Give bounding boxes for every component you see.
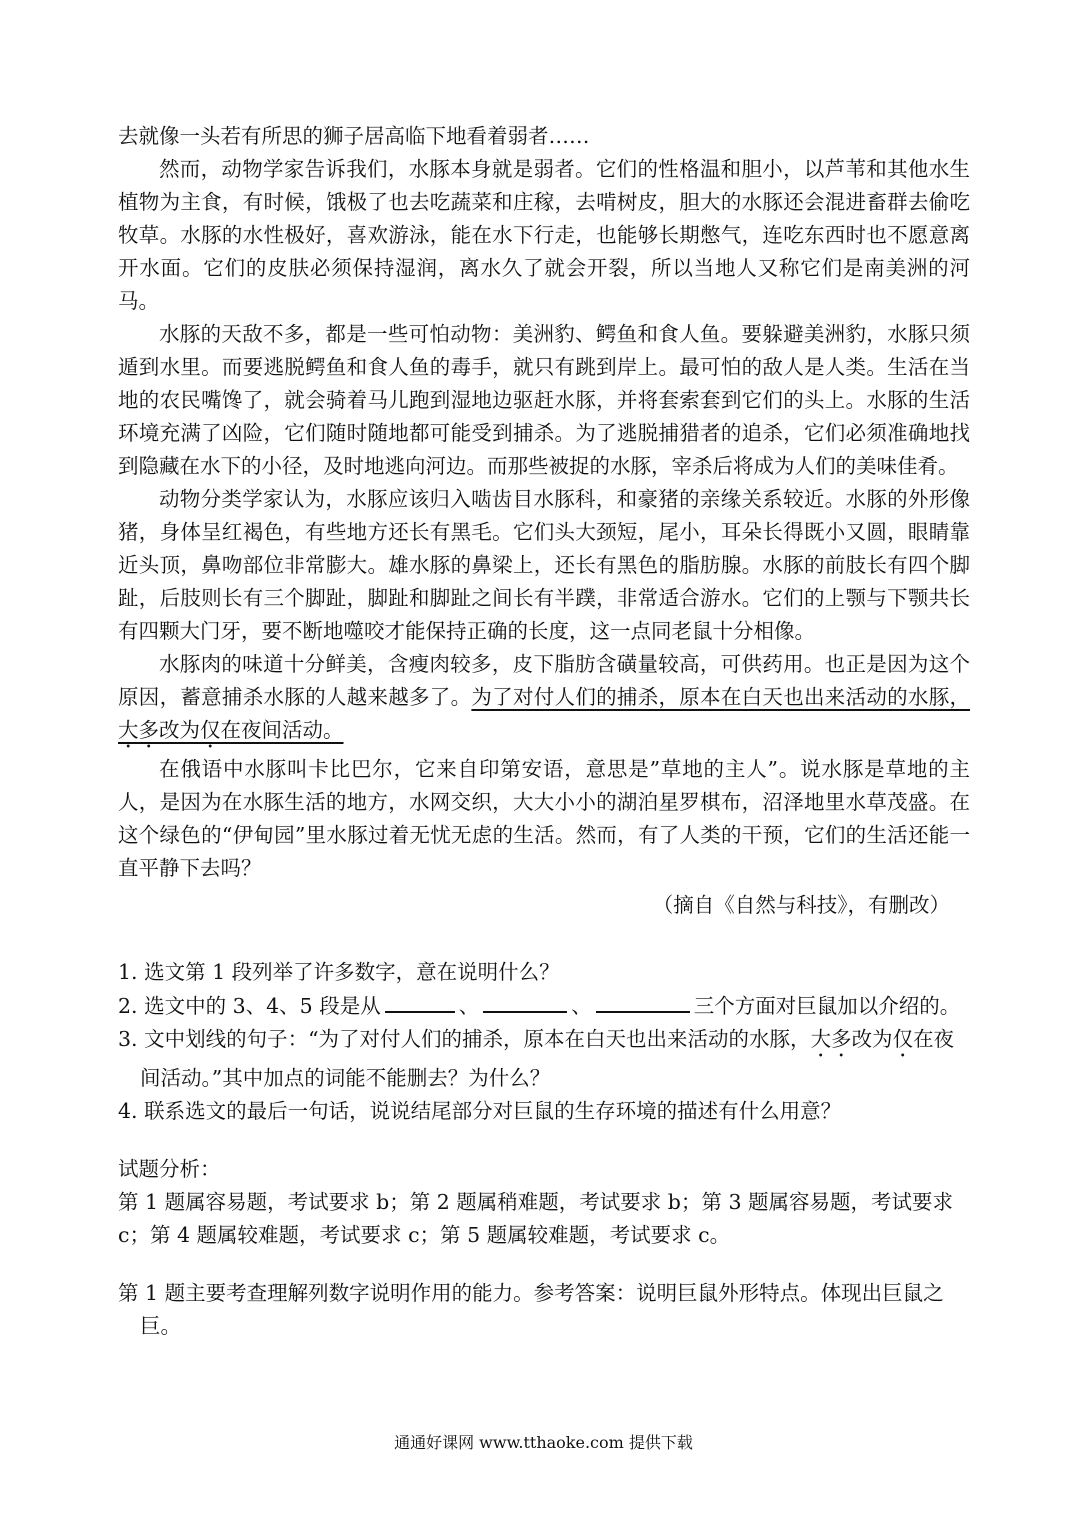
paragraph-2: 水豚的天敌不多，都是一些可怕动物：美洲豹、鳄鱼和食人鱼。要躲避美洲豹，水豚只须遁到水里。而要逃脱鳄鱼和食人鱼的毒手，就只有跳到岸上。最可怕的敌人是人类。生活在当地的农民嘴馋了，就会骑着马儿跑到湿地边驱赶水豚，并将套索套到它们的头上。水豚的生活环境充满了凶险，它们随时随地都可能受到捕杀。为了逃脱捕猎者的追杀，它们必须准确地找到隐藏在水下的小径，及时地逃向河边。而那些被捉的水豚，宰杀后将成为人们的美味佳肴。 bbox=[118, 322, 970, 478]
paragraph-5: 在俄语中水豚叫卡比巴尔，它来自印第安语，意思是”草地的主人”。说水豚是草地的主人，是因为在水豚生活的地方，水网交织，大大小小的湖泊星罗棋布，沼泽地里水草茂盛。在这个绿色的“伊甸园”里水豚过着无忧无虑的生活。然而，有了人类的干预，它们的生活还能一直平静下去吗？ bbox=[118, 757, 970, 880]
question-2 bbox=[118, 989, 970, 1023]
dotted-word-jin: 仅 bbox=[200, 718, 221, 742]
paragraph-1: 然而，动物学家告诉我们，水豚本身就是弱者。它们的性格温和胆小，以芦苇和其他水生植物为主食，有时候，饿极了也去吃蔬菜和庄稼，去啃树皮，胆大的水豚还会混进畜群去偷吃牧草。水豚的水性极好，喜欢游泳，能在水下行走，也能够长期憋气，连吃东西时也不愿意离开水面。它们的皮肤必须保持湿润，离水久了就会开裂，所以当地人又称它们是南美洲的河马。 bbox=[118, 157, 970, 313]
analysis-levels: 第 1 题属容易题，考试要求 b；第 2 题属稍难题，考试要求 b；第 3 题属容易题，考试要求 c；第 4 题属较难题，考试要求 c；第 5 题属较难题，考试要求 c。 bbox=[118, 1190, 954, 1247]
answer-blank-3[interactable] bbox=[596, 989, 690, 1013]
analysis-section bbox=[118, 1153, 970, 1343]
question-2-text: 2. 选文中的 3、4、5 段是从 bbox=[118, 994, 381, 1018]
document-body bbox=[118, 120, 970, 1343]
question-2-tail: 三个方面对巨鼠加以介绍的。 bbox=[693, 994, 961, 1018]
paragraph-3: 动物分类学家认为，水豚应该归入啮齿目水豚科，和豪猪的亲缘关系较近。水豚的外形像猪，身体呈红褐色，有些地方还长有黑毛。它们头大颈短，尾小，耳朵长得既小又圆，眼睛靠近头顶，鼻吻部位非常膨大。雄水豚的鼻梁上，还长有黑色的脂肪腺。水豚的前肢长有四个脚趾，后肢则长有三个脚趾，脚趾和脚趾之间长有半蹼，非常适合游水。它们的上颚与下颚共长有四颗大门牙，要不断地噬咬才能保持正确的长度，这一点同老鼠十分相像。 bbox=[118, 487, 970, 643]
question-1: 1. 选文第 1 段列举了许多数字，意在说明什么？ bbox=[118, 960, 560, 984]
underlined-part-c: 在夜间活动。 bbox=[220, 718, 344, 742]
analysis-heading: 试题分析： bbox=[118, 1157, 221, 1181]
question-3-dotted-jin: 仅 bbox=[892, 1027, 914, 1051]
underlined-part-a: 为了对付人们的捕杀，原本在白天也出来活动的水豚， bbox=[471, 685, 971, 709]
page-footer: 通通好课网 www.tthaoke.com 提供下载 bbox=[394, 1433, 693, 1452]
paragraph-4-text: 水豚肉的味道十分鲜美，含瘦肉较多，皮下脂肪含磺量较高，可供药用。也正是因为这个原因，蓄意捕杀水豚的人越来越多了。 bbox=[118, 652, 970, 709]
question-2-sep-1: 、 bbox=[458, 994, 480, 1018]
question-3-dotted-daduo: 大多 bbox=[810, 1027, 852, 1051]
answer-blank-1[interactable] bbox=[385, 989, 455, 1013]
question-3-text-c: 在夜间活动。”其中加点的词能不能删去？为什么？ bbox=[140, 1027, 955, 1090]
source-citation: （摘自《自然与科技》，有删改） bbox=[652, 893, 950, 917]
question-3 bbox=[118, 1023, 970, 1095]
dotted-word-daduo: 大多 bbox=[118, 718, 159, 742]
underlined-part-b: 改为 bbox=[159, 718, 200, 742]
question-3-text-a: 3. 文中划线的句子：“为了对付人们的捕杀，原本在白天也出来活动的水豚， bbox=[118, 1027, 811, 1051]
answer-blank-2[interactable] bbox=[483, 989, 567, 1013]
paragraph-4 bbox=[118, 648, 970, 753]
question-2-sep-2: 、 bbox=[571, 994, 592, 1018]
question-3-text-b: 改为 bbox=[851, 1027, 893, 1051]
question-4: 4. 联系选文的最后一句话，说说结尾部分对巨鼠的生存环境的描述有什么用意？ bbox=[118, 1099, 842, 1123]
questions-section bbox=[118, 956, 970, 1128]
paragraph-0: 去就像一头若有所思的狮子居高临下地看着弱者…… bbox=[118, 124, 590, 148]
analysis-answer-1: 第 1 题主要考查理解列数字说明作用的能力。参考答案：说明巨鼠外形特点。体现出巨鼠之巨。 bbox=[118, 1281, 944, 1338]
